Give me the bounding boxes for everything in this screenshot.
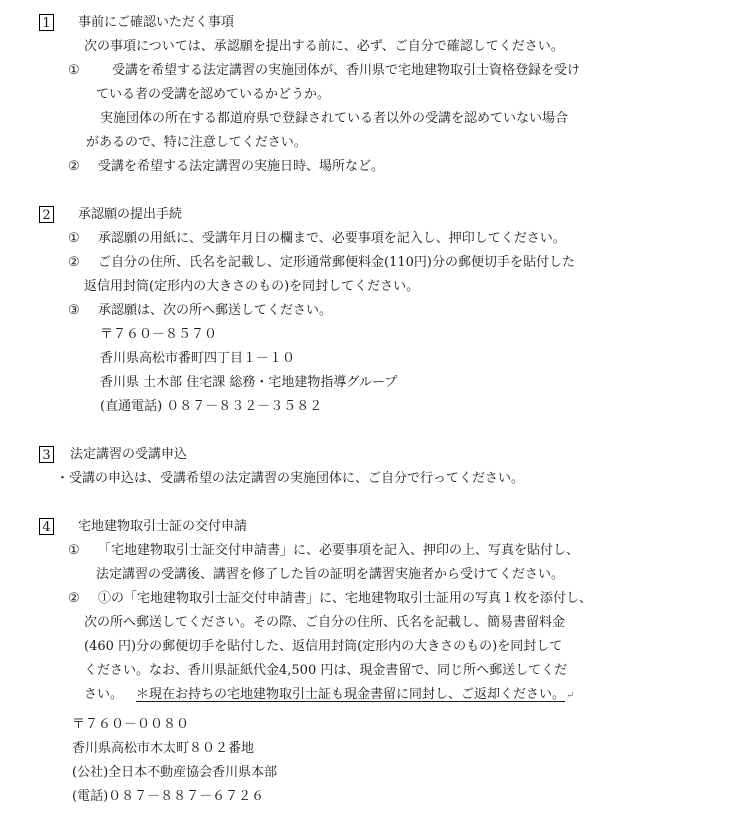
- section-1-item-1-line-3: 実施団体の所在する都道府県で登録されている者以外の受講を認めていない場合: [100, 111, 569, 126]
- item-mark: ②: [68, 591, 80, 606]
- section-4-item-1-line-2: 法定講習の受講後、講習を修了した旨の証明を講習実施者から受けてください。: [96, 567, 565, 582]
- address-department: 香川県 土木部 住宅課 総務・宅地建物指導グループ: [100, 375, 398, 390]
- section-4-item-2-line-3: (460 円)分の郵便切手を貼付した、返信用封筒(定形内の大きさのもの)を同封して: [84, 639, 563, 654]
- section-1-item-1-line-2: ている者の受講を認めているかどうか。: [96, 87, 331, 102]
- item-mark: ②: [68, 159, 80, 174]
- section-number-4: 4: [39, 518, 54, 535]
- item-mark: ①: [68, 63, 80, 78]
- section-number-2: 2: [39, 206, 54, 223]
- address-organization: (公社)全日本不動産協会香川県本部: [72, 765, 278, 780]
- section-1-intro: 次の事項については、承認願を提出する前に、必ず、ご自分で確認してください。: [84, 39, 564, 54]
- item-mark: ①: [68, 231, 80, 246]
- item-mark: ②: [68, 255, 80, 270]
- section-1-heading: 事前にご確認いただく事項: [78, 15, 235, 30]
- section-1-item-1-line-4: があるので、特に注意してください。: [86, 135, 307, 150]
- address-postal-code: 〒７６０－８５７０: [100, 327, 218, 342]
- return-mark-icon: ↵: [566, 690, 575, 701]
- section-number-1: 1: [39, 14, 54, 31]
- section-4-item-2-line-1: ①の「宅地建物取引士証交付申請書」に、宅地建物取引士証用の写真１枚を添付し、: [98, 591, 593, 606]
- section-1-item-2-line-1: 受講を希望する法定講習の実施日時、場所など。: [98, 159, 385, 174]
- section-4-item-2-line-2: 次の所へ郵送してください。その際、ご自分の住所、氏名を記載し、簡易書留料金: [84, 615, 566, 630]
- important-note: [136, 686, 574, 705]
- address-street: 香川県高松市番町四丁目１－１０: [100, 351, 296, 366]
- address-street: 香川県高松市木太町８０２番地: [72, 741, 255, 756]
- item-mark: ①: [68, 543, 80, 558]
- important-note-text: ＊現在お持ちの宅地建物取引士証も現金書留に同封し、ご返却ください。: [136, 687, 566, 702]
- address-phone: (直通電話) ０８７－８３２－３５８２: [100, 399, 323, 414]
- section-2-item-2-line-1: ご自分の住所、氏名を記載し、定形通常郵便料金(110円)分の郵便切手を貼付した: [98, 255, 575, 270]
- section-4-heading: 宅地建物取引士証の交付申請: [78, 519, 248, 534]
- section-2-heading: 承認願の提出手続: [78, 207, 183, 222]
- section-4-item-1-line-1: 「宅地建物取引士証交付申請書」に、必要事項を記入、押印の上、写真を貼付し、: [98, 543, 580, 558]
- section-4-item-2-line-5: さい。: [84, 687, 124, 702]
- address-phone: (電話)０８７－８８７－６７２６: [72, 789, 265, 804]
- section-3-bullet: ・受講の申込は、受講希望の法定講習の実施団体に、ご自分で行ってください。: [56, 471, 525, 486]
- section-2-item-3-line-1: 承認願は、次の所へ郵送してください。: [98, 303, 333, 318]
- section-number-3: 3: [39, 446, 54, 463]
- item-mark: ③: [68, 303, 80, 318]
- section-4-item-2-line-4: ください。なお、香川県証紙代金4,500 円は、現金書留で、同じ所へ郵送してくだ: [84, 663, 568, 678]
- address-postal-code: 〒７６０－００８０: [72, 717, 190, 732]
- section-2-item-1-line-1: 承認願の用紙に、受講年月日の欄まで、必要事項を記入し、押印してください。: [98, 231, 566, 246]
- section-1-item-1-line-1: 受講を希望する法定講習の実施団体が、香川県で宅地建物取引士資格登録を受け: [112, 63, 581, 78]
- section-2-item-2-line-2: 返信用封筒(定形内の大きさのもの)を同封してください。: [84, 279, 420, 294]
- section-3-heading: 法定講習の受講申込: [70, 447, 188, 462]
